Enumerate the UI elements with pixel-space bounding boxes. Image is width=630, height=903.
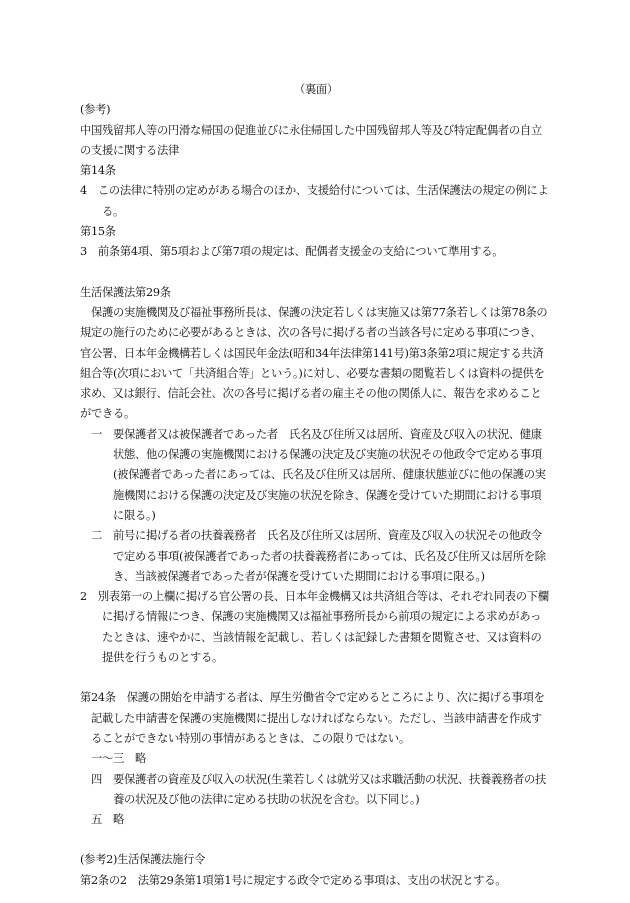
spacer bbox=[80, 668, 552, 688]
reference-2-label: (参考2)生活保護法施行令 bbox=[80, 853, 206, 867]
law-title: 中国残留邦人等の円滑な帰国の促進並びに永住帰国した中国残留邦人等及び特定配偶者の自立の支援に関する法律 bbox=[80, 123, 542, 157]
article-15-paragraph-3: 3 前条第4項、第5項および第7項の規定は、配偶者支援金の支給について準用する。 bbox=[80, 245, 504, 259]
article-29-item-1: 一 要保護者又は被保護者であった者 氏名及び住所又は居所、資産及び収入の状況、健康状態、他の保護の実施機関における保護の決定及び実施の状況その他政令で定める事項(被保護者であった者にあっては、氏名及び住所又は居所、健康状態並びに他の保護の実施機関における保護の決定及び実施の状況を除き、保護を受けていた期間における事項に限る。) bbox=[91, 427, 546, 522]
reference-label: (参考) bbox=[80, 103, 111, 117]
article-29-paragraph-1: 保護の実施機関及び福祉事務所長は、保護の決定若しくは実施又は第77条若しくは第78条の規定の施行のために必要があるときは、次の各号に掲げる者の当該各号に定める事項につき、官公署、日本年金機構若しくは国民年金法(昭和34年法律第141号)第3条第2項に規定する共済組合等(次項において「共済組合等」という。)に対し、必要な書類の閲覧若しくは資料の提供を求め、又は銀行、信託会社、次の各号に掲げる者の雇主その他の関係人に、報告を求めることができる。 bbox=[80, 305, 548, 421]
article-29-heading: 生活保護法第29条 bbox=[80, 285, 171, 299]
article-24-paragraph-1: 第24条 保護の開始を申請する者は、厚生労働省令で定めるところにより、次に掲げる事項を記載した申請書を保護の実施機関に提出しなければならない。ただし、当該申請書を作成することができない特別の事情があるときは、この限りではない。 bbox=[80, 691, 545, 745]
article-24-item-4: 四 要保護者の資産及び収入の状況(生業若しくは就労又は求職活動の状況、扶養義務者の扶養の状況及び他の法律に定める扶助の状況を含む。以下同じ。) bbox=[91, 772, 546, 806]
article-24-items-1-3: 一～三 略 bbox=[91, 752, 146, 766]
enforcement-order-article: 第2条の2 法第29条第1項第1号に規定する政令で定める事項は、支出の状況とする。 bbox=[80, 873, 507, 887]
spacer bbox=[80, 263, 552, 283]
document-body bbox=[80, 80, 552, 891]
spacer bbox=[80, 830, 552, 850]
article-14-paragraph-4: 4 この法律に特別の定めがある場合のほか、支援給付については、生活保護法の規定の例による。 bbox=[80, 184, 549, 218]
article-14-heading: 第14条 bbox=[80, 164, 116, 178]
article-29-paragraph-2: 2 別表第一の上欄に掲げる官公署の長、日本年金機構又は共済組合等は、それぞれ同表の下欄に掲げる情報につき、保護の実施機関又は福祉事務所長から前項の規定による求めがあったときは、速やかに、当該情報を記載し、若しくは記録した書類を閲覧させ、又は資料の提供を行うものとする。 bbox=[80, 590, 549, 665]
article-24-item-5: 五 略 bbox=[91, 813, 124, 827]
article-29-item-2: 二 前号に掲げる者の扶養義務者 氏名及び住所又は居所、資産及び収入の状況その他政令で定める事項(被保護者であった者の扶養義務者にあっては、氏名及び住所又は居所を除き、当該被保護者であった者が保護を受けていた期間における事項に限る。) bbox=[91, 529, 546, 583]
page-header-label: （裏面） bbox=[294, 83, 338, 96]
article-15-heading: 第15条 bbox=[80, 225, 116, 239]
